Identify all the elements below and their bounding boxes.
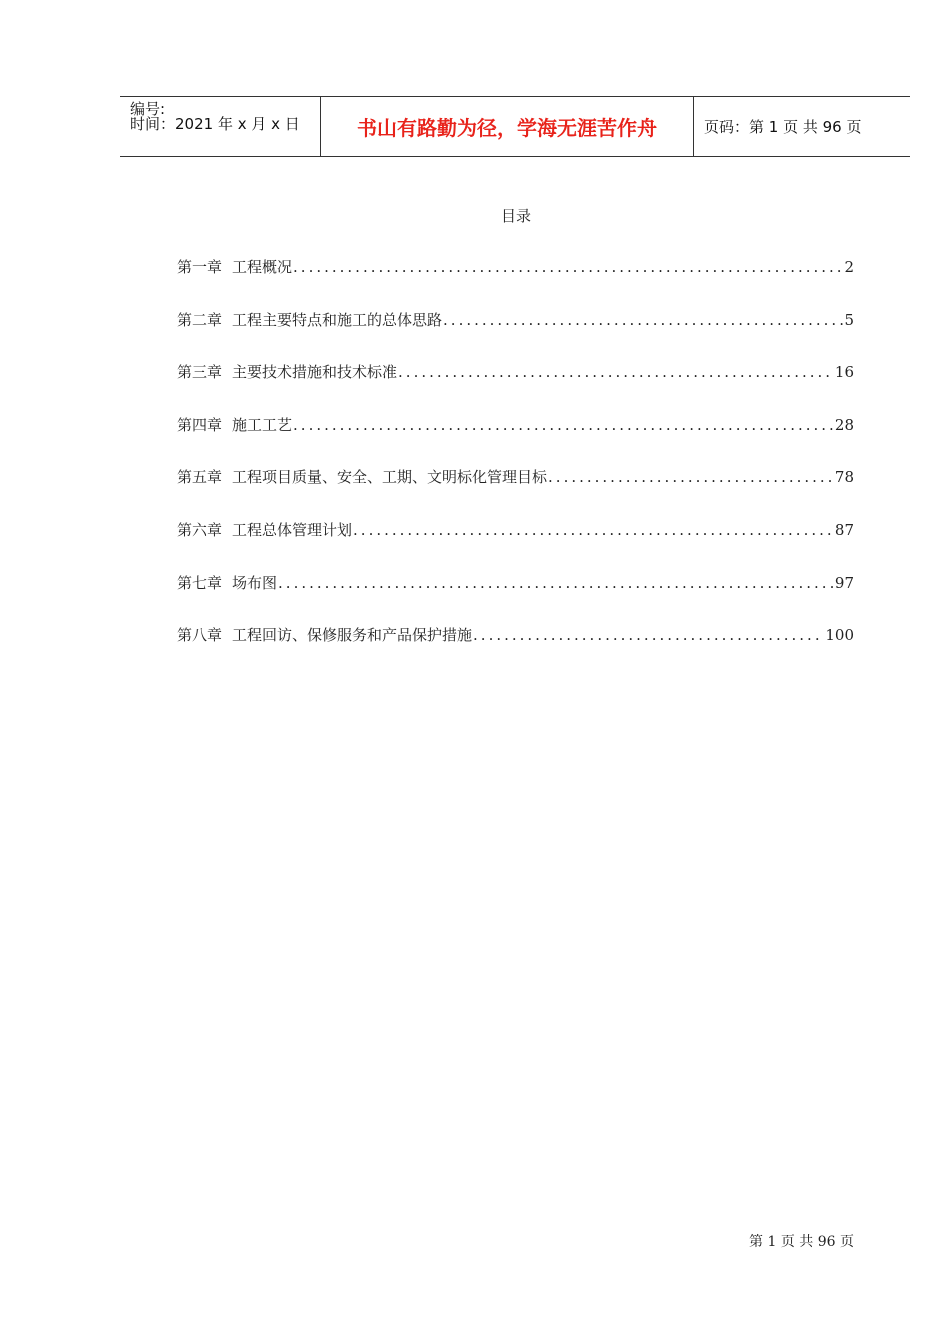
toc-chapter-title: 场布图 (232, 573, 278, 592)
toc-page-number: 2 (844, 258, 854, 276)
toc-page-number: 87 (834, 520, 854, 539)
toc-chapter-number: 第八章 (177, 626, 223, 645)
toc-chapter-number: 第四章 (177, 415, 223, 434)
footer-page-number: 第 1 页 共 96 页 (749, 1234, 854, 1250)
toc-chapter-title: 主要技术措施和技术标准 (232, 363, 398, 382)
toc-item-chapter-5[interactable] (177, 466, 854, 519)
toc-page-number: 5 (844, 310, 854, 329)
toc-page-number: 28 (834, 415, 854, 434)
toc-dot-leader (353, 519, 834, 541)
toc-page-number: 78 (834, 468, 854, 487)
page-header (120, 96, 910, 157)
toc-dot-leader (293, 414, 834, 436)
toc-chapter-title: 工程项目质量、安全、工期、文明标化管理目标 (232, 468, 548, 487)
header-page-code: 页码：第 1 页 共 96 页 (704, 118, 862, 136)
toc-item-chapter-8[interactable] (177, 624, 854, 677)
toc-chapter-title: 工程回访、保修服务和产品保护措施 (232, 626, 473, 645)
toc-page-number: 97 (834, 573, 854, 592)
toc-dot-leader (443, 309, 843, 331)
toc-item-chapter-3[interactable] (177, 361, 854, 414)
toc-dot-leader (278, 572, 834, 594)
toc-chapter-title: 施工工艺 (232, 415, 293, 434)
toc-dot-leader (548, 466, 834, 488)
toc-title: 目录 (500, 207, 531, 225)
toc-item-chapter-7[interactable] (177, 572, 854, 625)
toc-chapter-number: 第一章 (177, 258, 223, 276)
header-page-cell (694, 97, 910, 156)
header-info-cell (120, 97, 321, 156)
toc-page-number: 16 (834, 363, 854, 382)
header-motto-cell (321, 97, 694, 156)
toc-dot-leader (398, 361, 834, 383)
toc-item-chapter-2[interactable] (177, 309, 854, 362)
toc-chapter-title: 工程主要特点和施工的总体思路 (232, 310, 443, 329)
toc-chapter-number: 第七章 (177, 573, 223, 592)
toc-chapter-number: 第五章 (177, 468, 223, 487)
toc-chapter-number: 第三章 (177, 363, 223, 382)
table-of-contents (177, 256, 854, 677)
toc-dot-leader (293, 256, 843, 278)
toc-item-chapter-1[interactable] (177, 256, 854, 309)
toc-item-chapter-6[interactable] (177, 519, 854, 572)
document-number-label: 编号: (130, 100, 166, 118)
toc-chapter-title: 工程概况 (232, 258, 293, 276)
toc-chapter-number: 第六章 (177, 520, 223, 539)
toc-chapter-number: 第二章 (177, 310, 223, 329)
toc-chapter-title: 工程总体管理计划 (232, 520, 353, 539)
toc-page-number: 100 (825, 626, 854, 645)
header-motto: 书山有路勤为径，学海无涯苦作舟 (357, 116, 657, 140)
document-time-label: 时间：2021 年 x 月 x 日 (130, 115, 300, 133)
toc-dot-leader (473, 624, 824, 646)
toc-item-chapter-4[interactable] (177, 414, 854, 467)
